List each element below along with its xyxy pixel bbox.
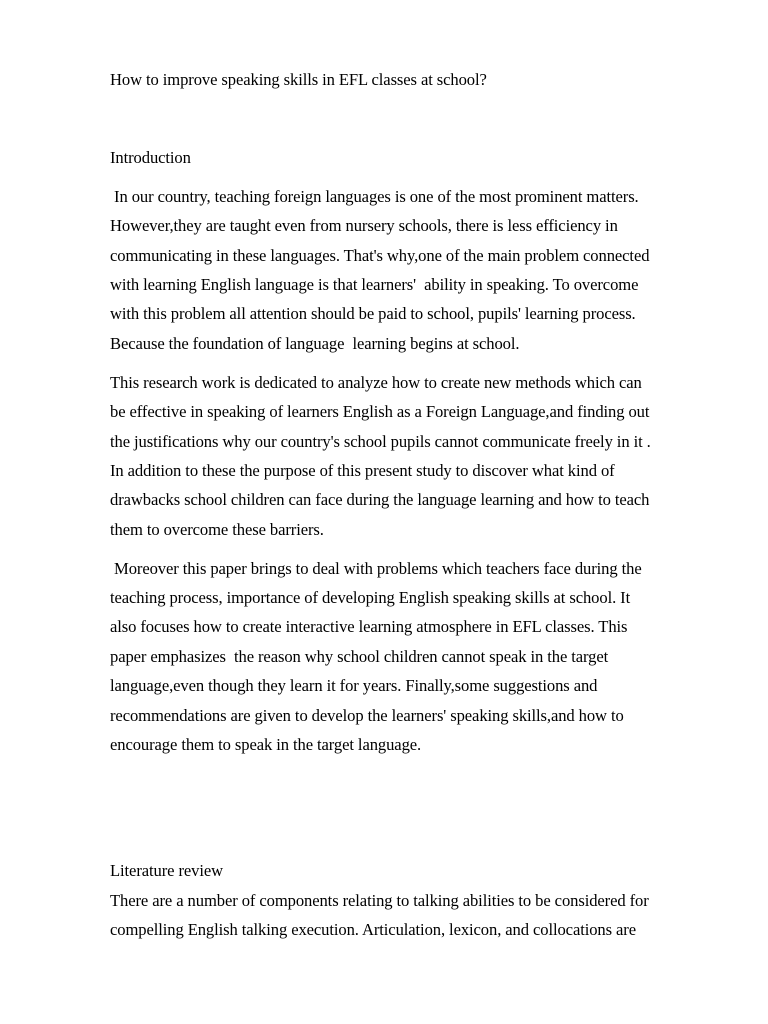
paragraph-line: There are a number of components relating to talking abilities to be considered for xyxy=(110,891,649,910)
introduction-heading: Introduction xyxy=(110,148,191,167)
paragraph-line: However,they are taught even from nursery schools, there is less efficiency in xyxy=(110,216,618,235)
paragraph-line: also focuses how to create interactive learning atmosphere in EFL classes. This xyxy=(110,617,628,636)
paragraph-line: them to overcome these barriers. xyxy=(110,520,324,539)
paragraph-line: encourage them to speak in the target language. xyxy=(110,735,422,754)
paragraph-line: compelling English talking execution. Articulation, lexicon, and collocations are xyxy=(110,920,636,939)
paragraph-line: This research work is dedicated to analyze how to create new methods which can xyxy=(110,373,642,392)
paragraph-line: with this problem all attention should be paid to school, pupils' learning process. xyxy=(110,304,636,323)
paragraph-line: with learning English language is that learners' ability in speaking. To overcome xyxy=(110,275,639,294)
paragraph-line: language,even though they learn it for years. Finally,some suggestions and xyxy=(110,676,598,695)
paragraph-line: be effective in speaking of learners English as a Foreign Language,and finding out xyxy=(110,402,650,421)
paragraph-line: Because the foundation of language learning begins at school. xyxy=(110,334,520,353)
paragraph-line: drawbacks school children can face during the language learning and how to teach xyxy=(110,490,650,509)
paragraph-line: recommendations are given to develop the learners' speaking skills,and how to xyxy=(110,706,624,725)
document-title: How to improve speaking skills in EFL classes at school? xyxy=(110,70,487,89)
paragraph-line: the justifications why our country's school pupils cannot communicate freely in it . xyxy=(110,432,651,451)
paragraph-line: communicating in these languages. That's why,one of the main problem connected xyxy=(110,246,650,265)
paragraph-line: In addition to these the purpose of this present study to discover what kind of xyxy=(110,461,615,480)
paragraph-line: In our country, teaching foreign languages is one of the most prominent matters. xyxy=(110,187,639,206)
paragraph-line: paper emphasizes the reason why school children cannot speak in the target xyxy=(110,647,609,666)
literature-review-heading: Literature review xyxy=(110,861,224,880)
paragraph-line: teaching process, importance of developing English speaking skills at school. It xyxy=(110,588,631,607)
paragraph-line: Moreover this paper brings to deal with problems which teachers face during the xyxy=(110,559,642,578)
